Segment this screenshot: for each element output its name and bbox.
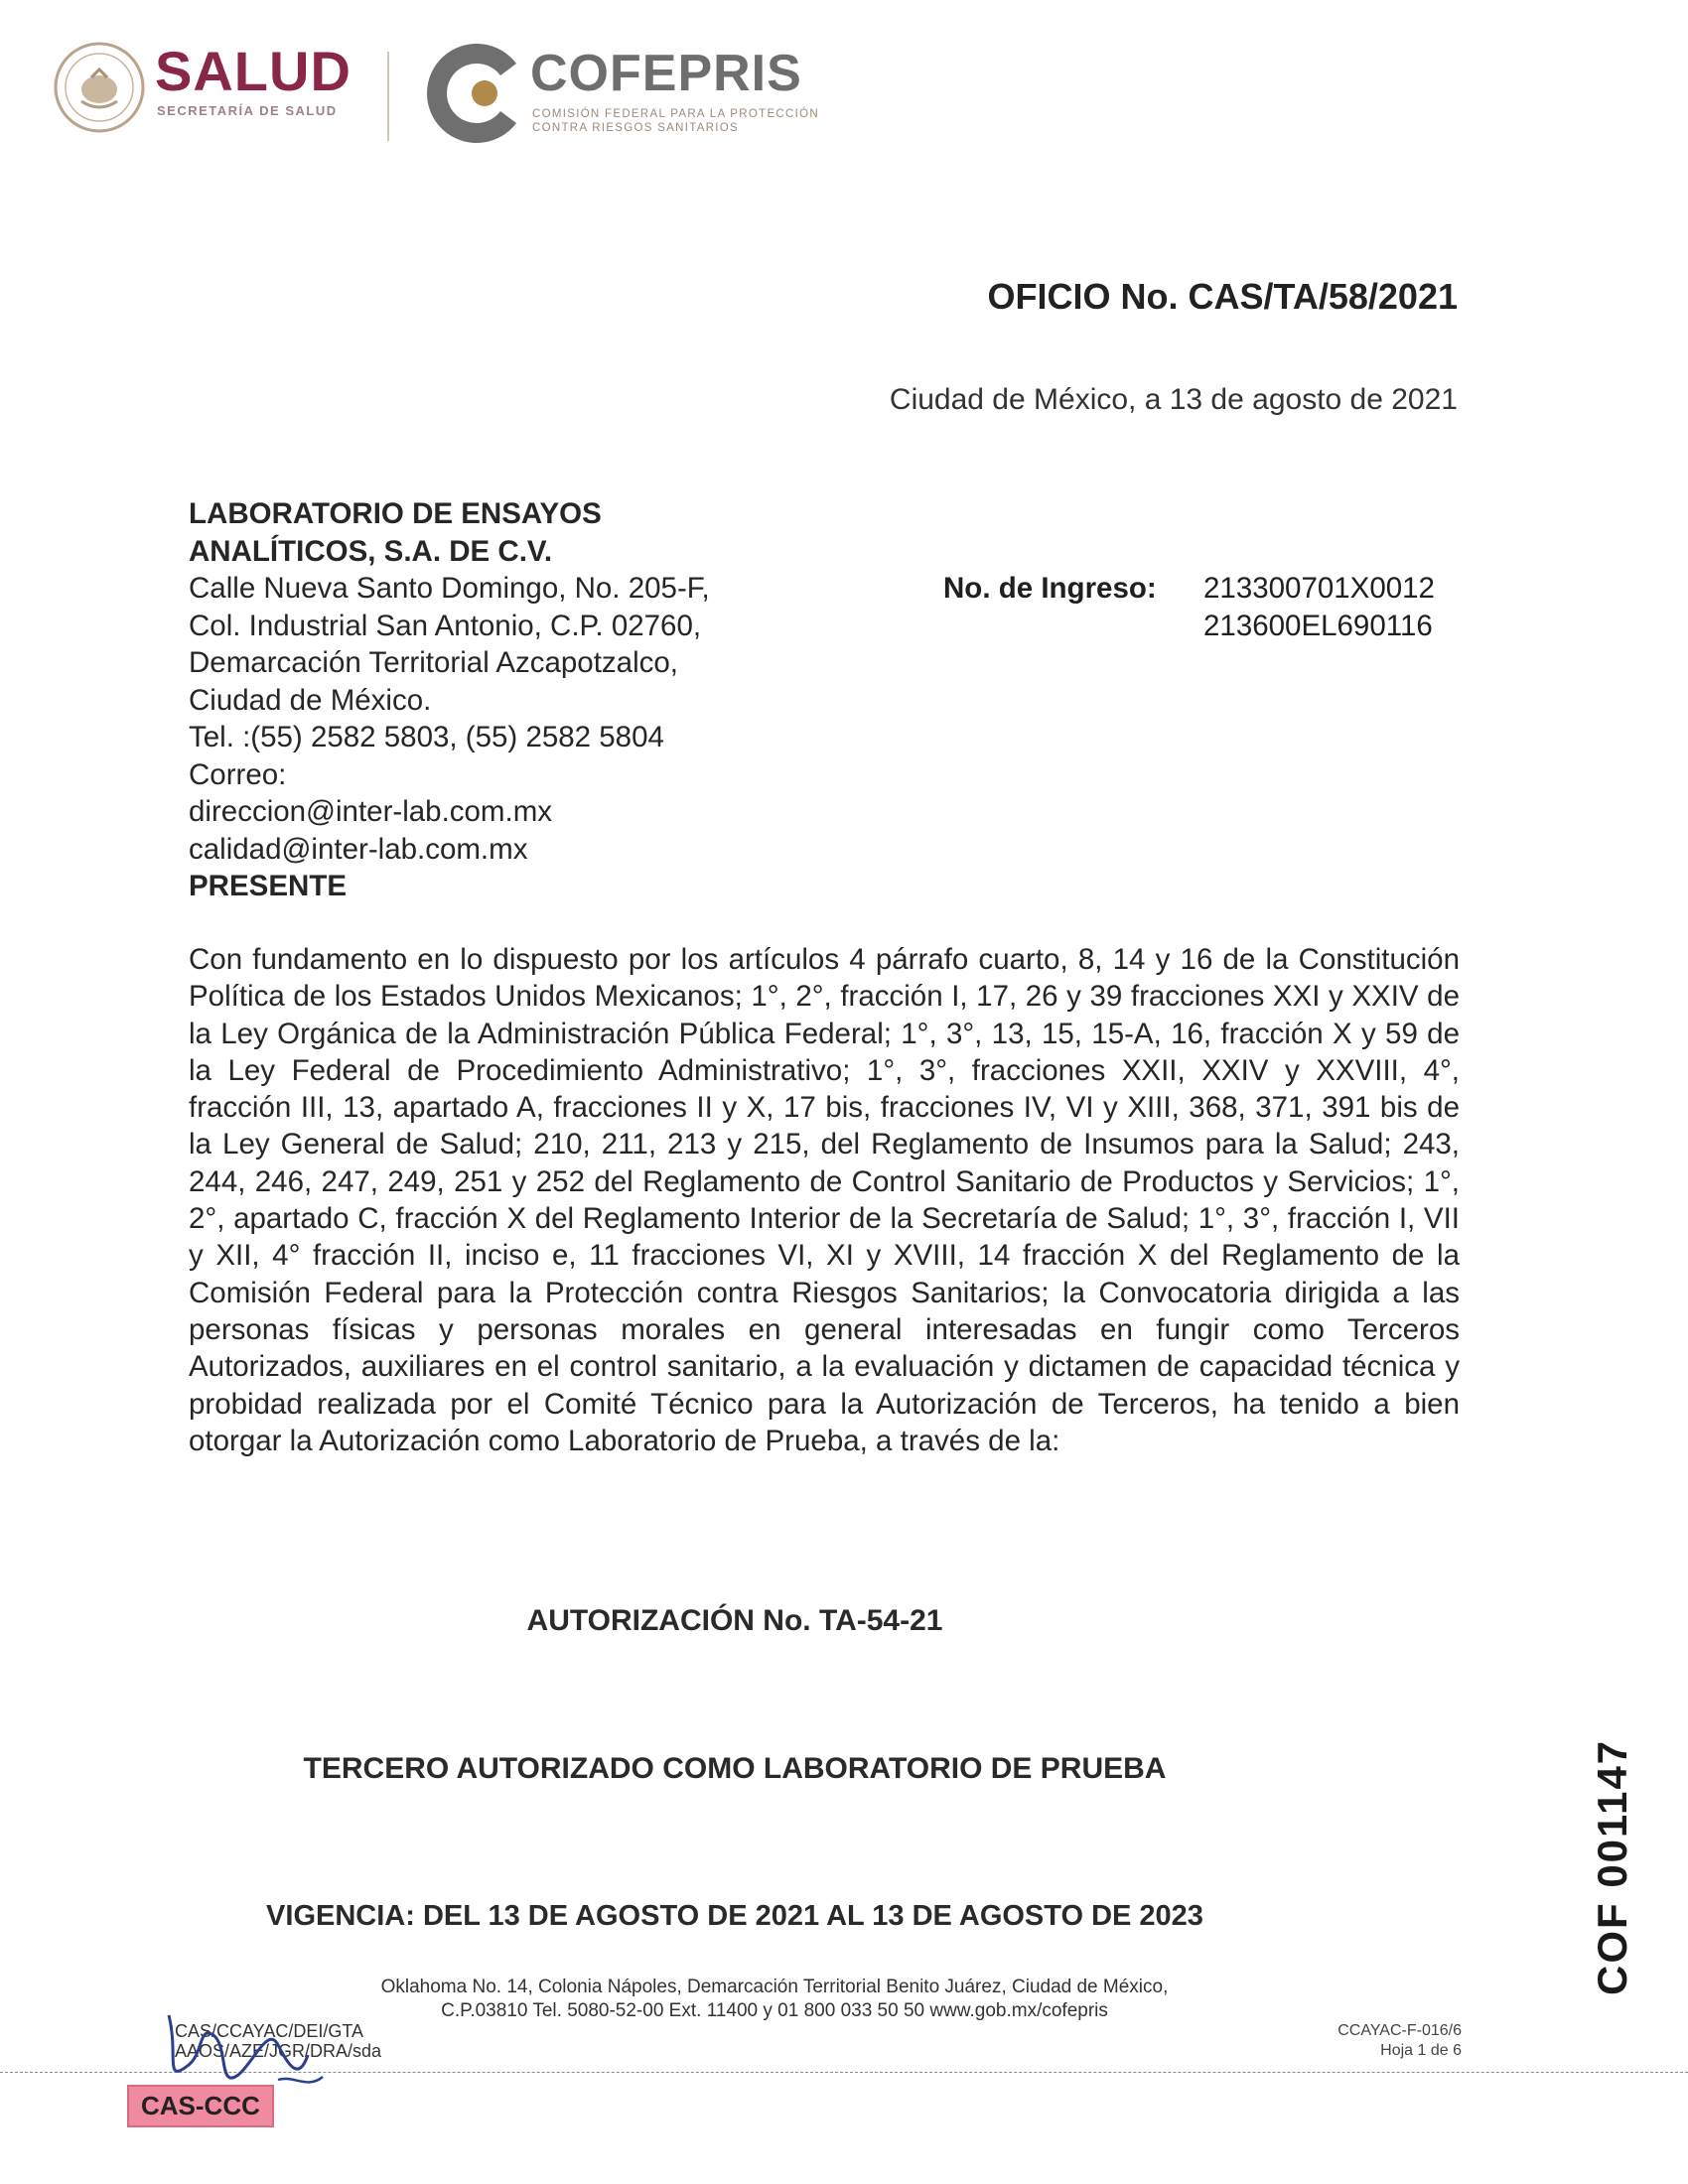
footer-address [298, 1976, 1251, 2023]
oficio-number: OFICIO No. CAS/TA/58/2021 [987, 276, 1458, 317]
tercero-title: TERCERO AUTORIZADO COMO LABORATORIO DE PRUEBA [303, 1752, 1167, 1785]
form-code: CCAYAC-F-016/6 [1337, 2022, 1462, 2039]
recipient-phone: Tel. :(55) 2582 5803, (55) 2582 5804 [189, 721, 664, 753]
mexican-seal-icon [52, 40, 147, 135]
recipient-name-line-2: ANALÍTICOS, S.A. DE C.V. [189, 534, 553, 568]
recipient-email-label: Correo: [189, 757, 287, 791]
initials-line-2: AAOS/AZE/JGR/DRA/sda [175, 2041, 382, 2061]
handwritten-signature-icon [159, 1995, 338, 2105]
side-document-code: COF 001147 [1589, 1738, 1635, 1995]
initials-line-1: CAS/CCAYAC/DEI/GTA [175, 2021, 364, 2041]
page-indicator: Hoja 1 de 6 [1380, 2042, 1462, 2059]
vigencia-line: VIGENCIA: DEL 13 DE AGOSTO DE 2021 AL 13 DE AGOSTO DE 2023 [266, 1900, 1203, 1932]
recipient-name-line-1: LABORATORIO DE ENSAYOS [189, 497, 602, 530]
recipient-address-line: Col. Industrial San Antonio, C.P. 02760, [189, 609, 702, 642]
cofepris-subtitle [532, 107, 819, 135]
document-date: Ciudad de México, a 13 de agosto de 2021 [889, 383, 1458, 416]
cofepris-logo-icon [425, 42, 528, 145]
footer-address-line-1: Oklahoma No. 14, Colonia Nápoles, Demarcación Territorial Benito Juárez, Ciudad de México, [380, 1977, 1169, 1997]
cofepris-subtitle-line-1: COMISIÓN FEDERAL PARA LA PROTECCIÓN [532, 108, 819, 120]
recipient-email: calidad@inter-lab.com.mx [189, 832, 528, 866]
salud-subtitle: SECRETARÍA DE SALUD [157, 103, 338, 118]
header-divider [387, 52, 389, 141]
footer-address-line-2: C.P.03810 Tel. 5080-52-00 Ext. 11400 y 01 800 033 50 50 www.gob.mx/cofepris [441, 2000, 1108, 2021]
presente-label: PRESENTE [189, 870, 348, 902]
recipient-address-line: Demarcación Territorial Azcapotzalco, [189, 646, 678, 679]
form-reference [1337, 2021, 1462, 2061]
autorizacion-number: AUTORIZACIÓN No. TA-54-21 [526, 1604, 943, 1637]
ingreso-values [1203, 570, 1435, 644]
body-paragraph: Con fundamento en lo dispuesto por los artículos 4 párrafo cuarto, 8, 14 y 16 de la Constitución Política de los Estados Unidos Mexicanos; 1°, 2°, fracción I, 17, 26 y 39 fracciones XXI y XXIV de la Ley Orgánica de la Administración Pública Federal; 1°, 3°, 13, 15, 15-A, 16, fracción X y 59 de la Ley Federal de Procedimiento Administrativo; 1°, 3°, fracciones XXII, XXIV y XXVIII, 4°, fracción III, 13, apartado A, fracciones II y X, 17 bis, fracciones IV, VI y XIII, 368, 371, 391 bis de la Ley General de Salud; 210, 211, 213 y 215, del Reglamento de Insumos para la Salud; 243, 244, 246, 247, 249, 251 y 252 del Reglamento de Control Sanitario de Productos y Servicios; 1°, 2°, apartado C, fracción X del Reglamento Interior de la Secretaría de Salud; 1°, 3°, fracción I, VII y XII, 4° fracción II, inciso e, 11 fracciones VI, XI y XVIII, 14 fracción X del Reglamento de la Comisión Federal para la Protección contra Riesgos Sanitarios; la Convocatoria dirigida a las personas físicas y personas morales en general interesadas en fungir como Terceros Autorizados, auxiliares en el control sanitario, a la evaluación y dictamen de capacidad técnica y probidad realizada por el Comité Técnico para la Autorización de Terceros, ha tenido a bien otorgar la Autorización como Laboratorio de Prueba, a través de la: [189, 943, 1460, 1457]
salud-wordmark: SALUD [155, 40, 352, 102]
recipient-address-line: Ciudad de México. [189, 683, 432, 717]
ingreso-label: No. de Ingreso: [943, 572, 1157, 605]
ingreso-value: 213300701X0012 [1203, 572, 1435, 605]
cas-ccc-stamp: CAS-CCC [127, 2085, 274, 2127]
ingreso-value: 213600EL690116 [1203, 609, 1433, 642]
cofepris-wordmark: COFEPRIS [530, 45, 802, 102]
recipient-address-line: Calle Nueva Santo Domingo, No. 205-F, [189, 572, 710, 605]
cofepris-subtitle-line-2: CONTRA RIESGOS SANITARIOS [532, 122, 740, 134]
ingreso-block [943, 570, 1435, 644]
recipient-email: direccion@inter-lab.com.mx [189, 795, 553, 828]
recipient-block [189, 495, 710, 905]
